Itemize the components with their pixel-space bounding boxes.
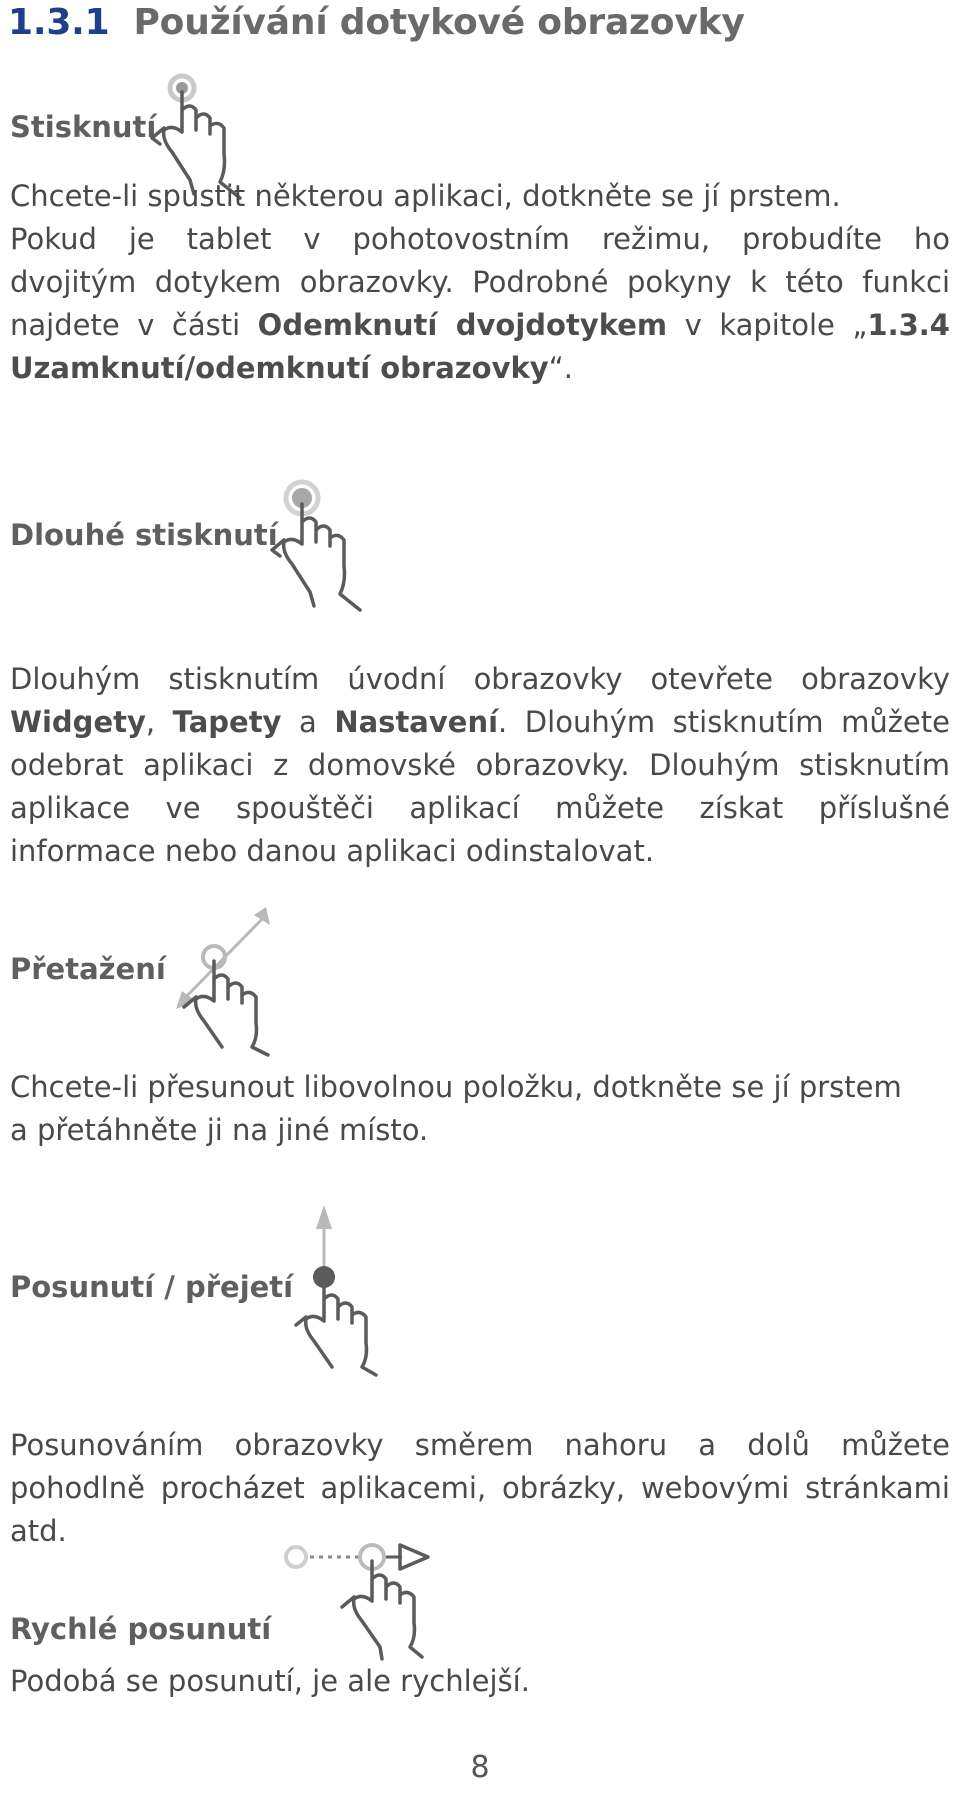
swipe-line-2: pohodlně procházet aplikacemi, obrázky, webovými stránkami [10,1471,950,1505]
long-press-line-5: informace nebo danou aplikaci odinstalovat. [10,834,655,868]
tap-line-5: Uzamknutí/odemknutí obrazovky“. [10,351,573,385]
tap-label: Stisknutí [10,110,157,144]
swipe-line-3: atd. [10,1514,67,1548]
swipe-hand-icon [296,1205,406,1375]
long-press-line-1: Dlouhým stisknutím úvodní obrazovky otevřete obrazovky [10,662,950,696]
drag-line-2: a přetáhněte ji na jiné místo. [10,1113,429,1147]
long-press-line-3: odebrat aplikaci z domovské obrazovky. Dlouhým stisknutím [10,748,950,782]
flick-label: Rychlé posunutí [10,1612,272,1646]
swipe-label: Posunutí / přejetí [10,1270,294,1304]
tap-line-4: najdete v části Odemknutí dvojdotykem v kapitole „1.3.4 [10,308,950,342]
tap-line-2: Pokud je tablet v pohotovostním režimu, probudíte ho [10,222,950,256]
long-press-hand-icon [270,478,380,608]
long-press-line-2: Widgety, Tapety a Nastavení. Dlouhým stisknutím můžete [10,705,950,739]
section-title: Používání dotykové obrazovky [133,2,745,43]
flick-line-1: Podobá se posunutí, je ale rychlejší. [10,1664,530,1698]
flick-hand-icon [282,1533,452,1663]
swipe-description [10,1424,950,1553]
drag-description [10,1066,950,1152]
section-number: 1.3.1 [8,2,110,43]
long-press-label: Dlouhé stisknutí [10,518,278,552]
section-heading [8,2,745,43]
flick-description [10,1660,950,1703]
long-press-line-4: aplikace ve spouštěči aplikací můžete získat příslušné [10,791,950,825]
tap-line-1: Chcete-li spustit některou aplikaci, dotkněte se jí prstem. [10,179,841,213]
drag-line-1: Chcete-li přesunout libovolnou položku, dotkněte se jí prstem [10,1070,902,1104]
drag-hand-icon [176,905,306,1055]
drag-label: Přetažení [10,952,166,986]
swipe-line-1: Posunováním obrazovky směrem nahoru a dolů můžete [10,1428,950,1462]
tap-description [10,175,950,390]
tap-line-3: dvojitým dotykem obrazovky. Podrobné pokyny k této funkci [10,265,950,299]
page-number: 8 [470,1750,490,1785]
long-press-description [10,658,950,873]
